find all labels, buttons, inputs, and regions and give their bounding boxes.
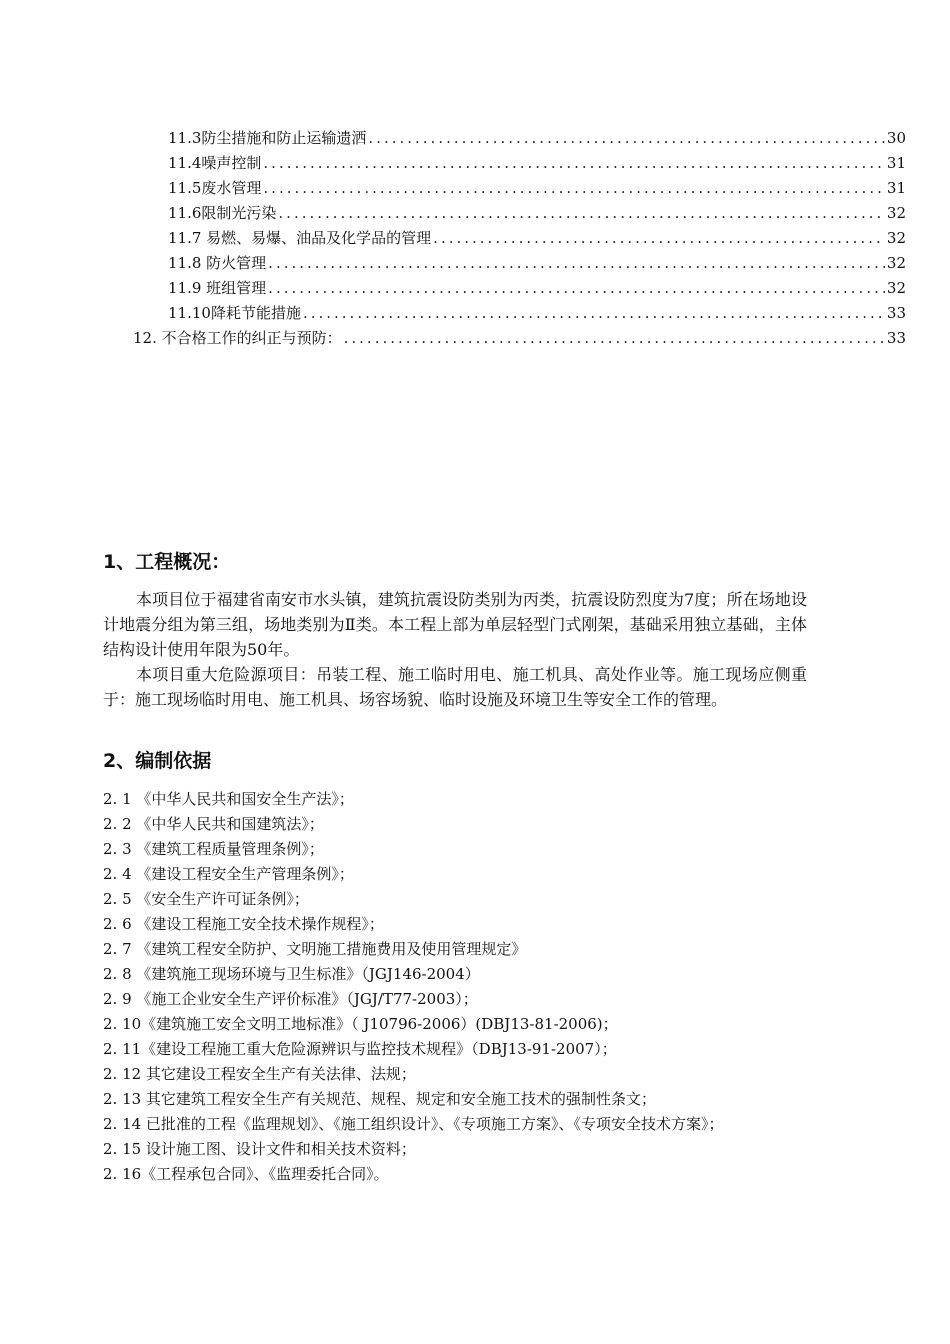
section-heading-overview: 1、工程概况：	[103, 551, 231, 573]
basis-list-item: 2. 15 设计施工图、设计文件和相关技术资料；	[103, 1140, 416, 1158]
toc-entry[interactable]	[168, 301, 906, 325]
toc-entry-label: 11.6限制光污染	[168, 204, 277, 222]
toc-entry[interactable]	[168, 226, 906, 250]
basis-list-item: 2. 8 《建筑施工现场环境与卫生标准》（JGJ146-2004）	[103, 965, 480, 983]
basis-list-item: 2. 11《建设工程施工重大危险源辨识与监控技术规程》（DBJ13-91-2007）；	[103, 1040, 617, 1058]
toc-entry[interactable]	[168, 126, 906, 150]
hazard-paragraph: 本项目重大危险源项目：吊装工程、施工临时用电、施工机具、高处作业等。施工现场应侧重于：施工现场临时用电、施工机具、场容场貌、临时设施及环境卫生等安全工作的管理。	[103, 665, 807, 709]
basis-list-item: 2. 9 《施工企业安全生产评价标准》（JGJ/T77-2003）；	[103, 990, 478, 1008]
toc-dot-leader	[263, 151, 885, 175]
basis-list-item: 2. 4 《建设工程安全生产管理条例》；	[103, 865, 354, 883]
basis-list-item: 2. 16《工程承包合同》、《监理委托合同》。	[103, 1165, 389, 1183]
toc-dot-leader	[303, 301, 885, 325]
toc-entry-page: 32	[886, 254, 906, 272]
toc-entry-page: 31	[886, 179, 906, 197]
toc-entry-label: 11.5废水管理	[168, 179, 262, 197]
toc-entry[interactable]	[168, 151, 906, 175]
section-heading-basis: 2、编制依据	[103, 750, 212, 772]
basis-list-item: 2. 7 《建筑工程安全防护、文明施工措施费用及使用管理规定》	[103, 940, 527, 958]
toc-entry-label: 12. 不合格工作的纠正与预防：	[133, 329, 342, 347]
toc-entry-page: 32	[886, 229, 906, 247]
toc-entry-page: 32	[886, 204, 906, 222]
toc-entry[interactable]	[168, 276, 906, 300]
basis-list-item: 2. 10《建筑施工安全文明工地标准》（ J10796-2006）(DBJ13-81-2006)；	[103, 1015, 618, 1033]
toc-dot-leader	[368, 126, 885, 150]
toc-entry[interactable]	[168, 201, 906, 225]
toc-entry[interactable]	[168, 176, 906, 200]
toc-entry[interactable]	[133, 326, 906, 350]
toc-dot-leader	[278, 201, 885, 225]
toc-entry-page: 31	[886, 154, 906, 172]
toc-entry-page: 33	[886, 304, 906, 322]
toc-entry-page: 30	[886, 129, 906, 147]
basis-list-item: 2. 12 其它建设工程安全生产有关法律、法规；	[103, 1065, 416, 1083]
toc-dot-leader	[433, 226, 885, 250]
toc-dot-leader	[268, 251, 885, 275]
toc-entry-label: 11.7 易燃、易爆、油品及化学品的管理	[168, 229, 432, 247]
overview-paragraph: 本项目位于福建省南安市水头镇，建筑抗震设防类别为丙类，抗震设防烈度为7度；所在场地设计地震分组为第三组，场地类别为Ⅱ类。本工程上部为单层轻型门式刚架，基础采用独立基础，主体结构设计使用年限为50年。	[103, 590, 807, 659]
basis-list-item: 2. 13 其它建筑工程安全生产有关规范、规程、规定和安全施工技术的强制性条文；	[103, 1090, 656, 1108]
basis-list	[103, 787, 813, 1187]
basis-list-item: 2. 14 已批准的工程《监理规划》、《施工组织设计》、《专项施工方案》、《专项安全技术方案》；	[103, 1115, 724, 1133]
toc-entry-page: 33	[886, 329, 906, 347]
toc-entry-label: 11.4噪声控制	[168, 154, 262, 172]
toc-dot-leader	[268, 276, 885, 300]
toc-entry[interactable]	[168, 251, 906, 275]
basis-list-item: 2. 6 《建设工程施工安全技术操作规程》；	[103, 915, 384, 933]
toc-entry-label: 11.10降耗节能措施	[168, 304, 301, 322]
toc-entry-label: 11.3防尘措施和防止运输遗洒	[168, 129, 367, 147]
toc-dot-leader	[344, 326, 885, 350]
basis-list-item: 2. 2 《中华人民共和国建筑法》；	[103, 815, 324, 833]
basis-list-item: 2. 5 《安全生产许可证条例》；	[103, 890, 309, 908]
toc-dot-leader	[263, 176, 885, 200]
basis-list-item: 2. 3 《建筑工程质量管理条例》；	[103, 840, 324, 858]
toc-entry-label: 11.9 班组管理	[168, 279, 267, 297]
basis-list-item: 2. 1 《中华人民共和国安全生产法》；	[103, 790, 354, 808]
toc-entry-page: 32	[886, 279, 906, 297]
toc-entry-label: 11.8 防火管理	[168, 254, 267, 272]
